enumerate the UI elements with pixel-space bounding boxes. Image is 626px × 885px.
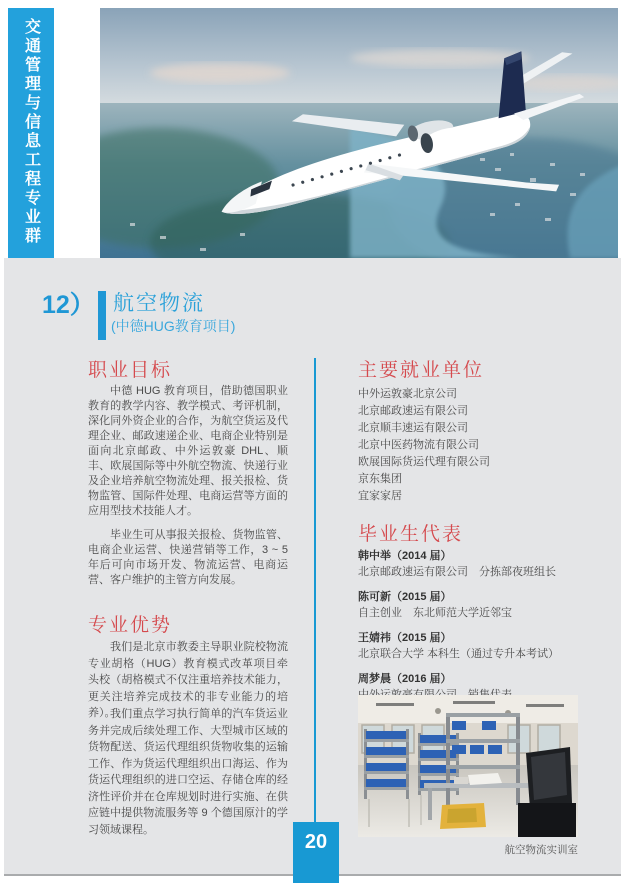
page-number-badge xyxy=(293,822,339,883)
section-title: 航空物流 xyxy=(113,292,205,315)
career-goals-paragraph-1: 中德 HUG 教育项目，借助德国职业教育的教学内容、教学模式、考评机制，深化同外资企业的合作，为航空货运及代理企业、邮政速递企业、电商企业特别是面向北京邮政、中外运敦豪 DHL、顺丰、欧展国际等中外航空物流、快递行业及企业培养航空物流处理、报关报检、货物监管、国际件处理、电商运营等方面的应用型技术技能人才。 xyxy=(88,385,288,517)
employer-item: 中外运敦豪北京公司 xyxy=(358,388,457,400)
employer-item: 宜家家居 xyxy=(358,490,402,502)
graduate-entry xyxy=(358,549,593,580)
graduate-name: 陈可新（2015 届） xyxy=(358,591,452,603)
graduate-entry xyxy=(358,631,593,662)
employer-item: 北京顺丰速运有限公司 xyxy=(358,422,468,434)
graduate-detail: 自主创业 东北师范大学近邻宝 xyxy=(358,607,512,619)
airplane-photo xyxy=(100,8,618,258)
career-goals-heading: 职业目标 xyxy=(88,360,173,381)
employers-heading: 主要就业单位 xyxy=(358,360,485,381)
graduate-name: 韩中举（2014 届） xyxy=(358,550,452,562)
graduate-list xyxy=(358,549,593,713)
training-room-photo xyxy=(358,695,578,837)
column-divider xyxy=(314,358,316,823)
program-advantages-heading: 专业优势 xyxy=(88,615,173,636)
airplane-illustration xyxy=(100,8,618,258)
section-title-bar xyxy=(98,291,106,340)
section-subtitle: (中德HUG教育项目) xyxy=(111,318,236,334)
employer-item: 京东集团 xyxy=(358,473,402,485)
program-advantages-paragraph-2: 我们重点学习执行简单的汽车货运业务并完成后续处理工作、大型城市区域的货物配送、货运代理组织货物收集的运输工作、作为货运代理组织出口海运、作为货运代理组织的进口空运、存储仓库的经济性评价并在仓库规划时进行实施、在供应链中提供物流服务等 9 个德国原汁的学习领域课程。 xyxy=(88,708,288,836)
sidebar-tab-program-group xyxy=(8,8,54,258)
training-room-illustration xyxy=(358,695,578,837)
sidebar-tab-label: 交通管理与信息工程专业群 xyxy=(22,18,40,246)
employer-item: 北京中医药物流有限公司 xyxy=(358,439,479,451)
training-room-caption: 航空物流实训室 xyxy=(504,844,578,856)
graduate-detail: 北京邮政速运有限公司 分拣部夜班组长 xyxy=(358,566,556,578)
program-advantages-paragraph-1: 我们是北京市教委主导职业院校物流专业胡格（HUG）教育模式改革项目牵头校（胡格模式不仅注重培养技术能力，更关注培养完成技术的非专业能力的培养）。 xyxy=(88,641,288,719)
graduates-heading: 毕业生代表 xyxy=(358,524,464,545)
section-number: 12） xyxy=(42,291,95,319)
page-number: 20 xyxy=(304,831,328,853)
employer-list xyxy=(358,386,588,505)
employer-item: 欧展国际货运代理有限公司 xyxy=(358,456,490,468)
career-goals-paragraph-2: 毕业生可从事报关报检、货物监管、电商企业运营、快递营销等工作，3 ~ 5 年后可向市场开发、物流运营、电商运营、客户维护的主管方向发展。 xyxy=(88,529,288,586)
graduate-name: 王婧祎（2015 届） xyxy=(358,632,452,644)
graduate-detail: 北京联合大学 本科生（通过专升本考试） xyxy=(358,648,560,660)
employer-item: 北京邮政速运有限公司 xyxy=(358,405,468,417)
graduate-entry xyxy=(358,590,593,621)
graduate-name: 周梦晨（2016 届） xyxy=(358,673,452,685)
